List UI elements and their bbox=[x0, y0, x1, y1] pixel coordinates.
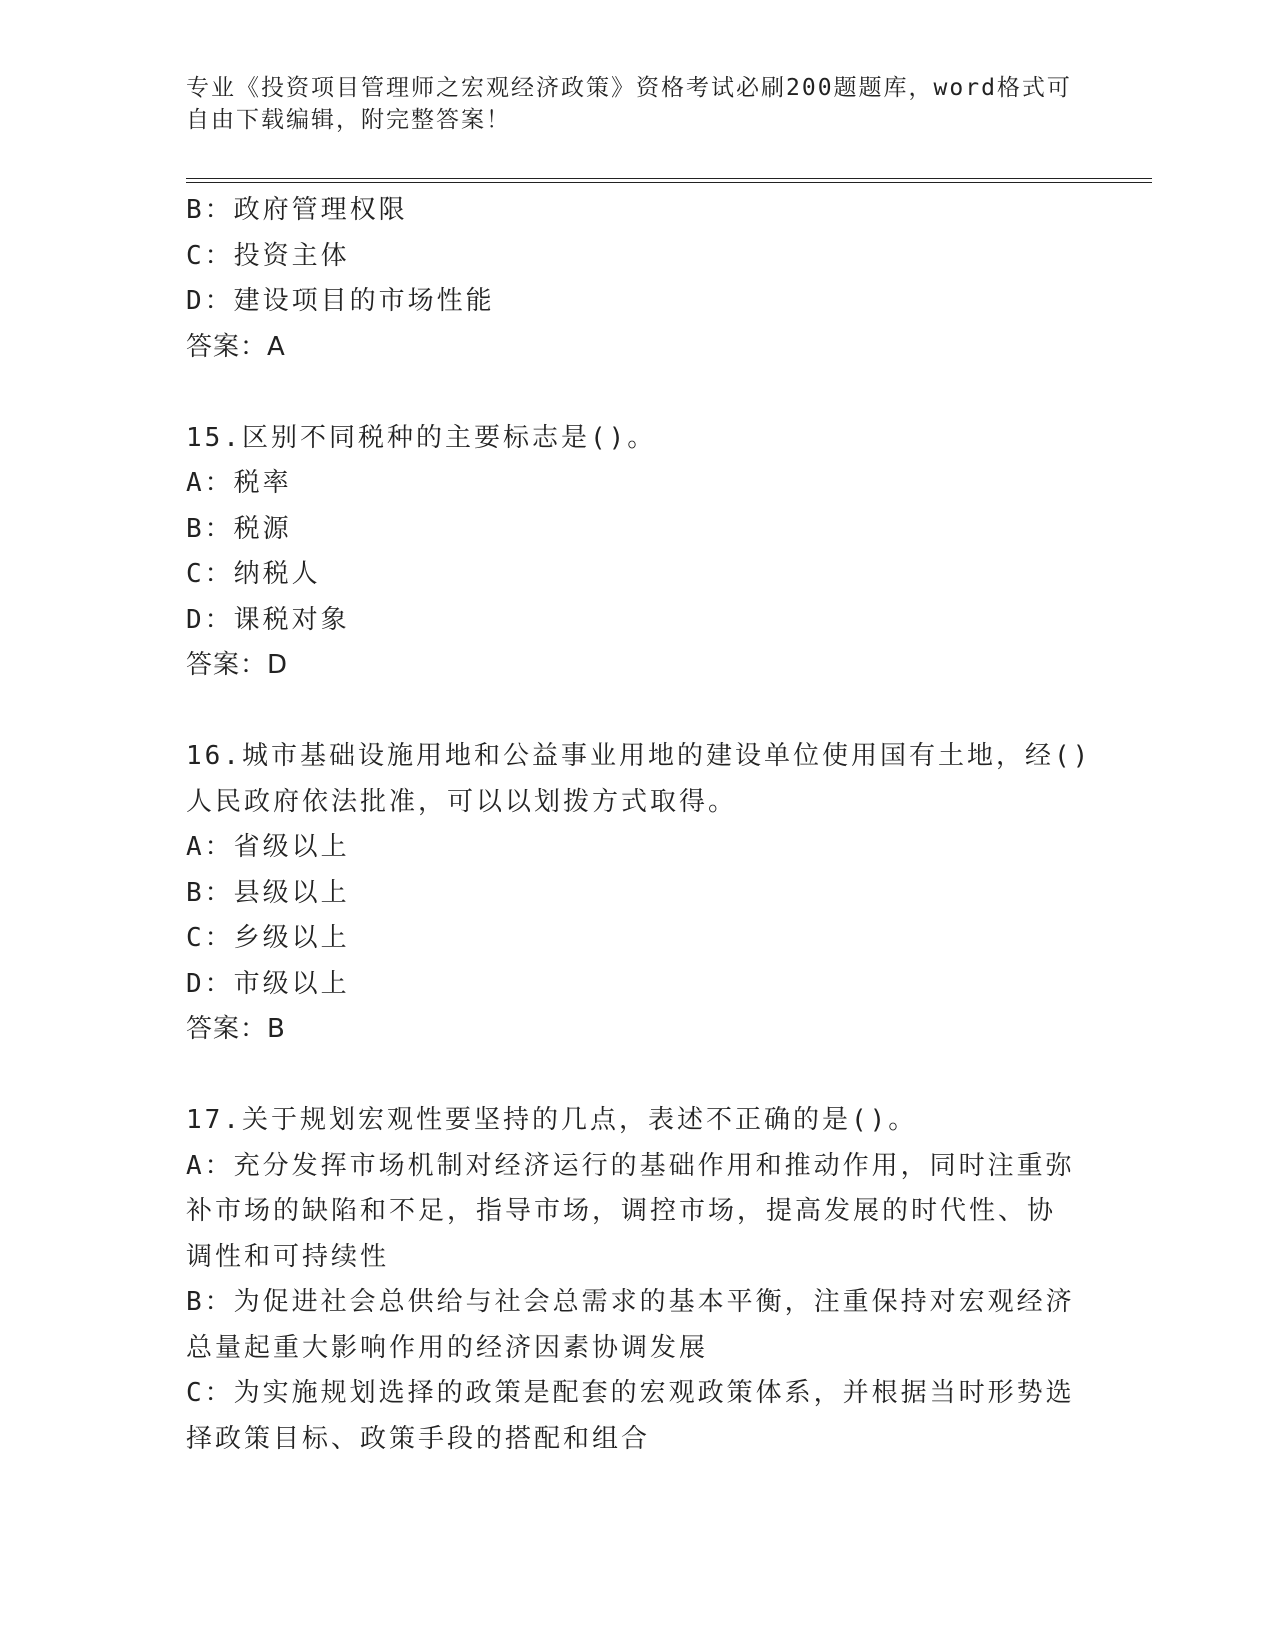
q16-stem-line-2: 人民政府依法批准，可以以划拨方式取得。 bbox=[186, 786, 738, 817]
header-line-2: 自由下载编辑，附完整答案！ bbox=[186, 107, 511, 133]
question-14-tail bbox=[186, 188, 1066, 370]
q17-option-c-line-1: C：为实施规划选择的政策是配套的宏观政策体系，并根据当时形势选 bbox=[186, 1378, 1075, 1408]
q14-option-d: D：建设项目的市场性能 bbox=[186, 286, 495, 316]
document-header bbox=[186, 72, 1072, 136]
q17-stem: 17.关于规划宏观性要坚持的几点，表述不正确的是()。 bbox=[186, 1105, 918, 1135]
spacer bbox=[186, 689, 1066, 735]
q15-option-d: D：课税对象 bbox=[186, 604, 350, 635]
q15-answer: 答案：D bbox=[186, 650, 289, 680]
q16-answer: 答案：B bbox=[186, 1014, 286, 1044]
q17-option-a-line-1: A：充分发挥市场机制对经济运行的基础作用和推动作用，同时注重弥 bbox=[186, 1150, 1075, 1181]
q15-option-c: C：纳税人 bbox=[186, 559, 321, 589]
q16-option-b: B：县级以上 bbox=[186, 877, 350, 908]
q16-option-c: C：乡级以上 bbox=[186, 923, 350, 953]
q17-option-a-line-3: 调性和可持续性 bbox=[186, 1241, 390, 1272]
q16-option-a: A：省级以上 bbox=[186, 832, 350, 862]
q15-stem: 15.区别不同税种的主要标志是()。 bbox=[186, 422, 657, 453]
q17-option-a-line-2: 补市场的缺陷和不足，指导市场，调控市场，提高发展的时代性、协 bbox=[186, 1196, 1057, 1226]
q17-option-b-line-2: 总量起重大影响作用的经济因素协调发展 bbox=[186, 1332, 709, 1363]
q15-option-a: A：税率 bbox=[186, 468, 292, 498]
question-16 bbox=[186, 734, 1092, 1053]
header-line-1: 专业《投资项目管理师之宏观经济政策》资格考试必刷200题题库，word格式可 bbox=[186, 75, 1072, 101]
spacer bbox=[186, 1053, 1066, 1099]
question-15 bbox=[186, 416, 1066, 689]
q16-option-d: D：市级以上 bbox=[186, 968, 350, 999]
q14-option-c: C：投资主体 bbox=[186, 240, 350, 271]
q17-option-c-line-2: 择政策目标、政策手段的搭配和组合 bbox=[186, 1423, 651, 1454]
q14-answer: 答案：A bbox=[186, 331, 286, 362]
q14-option-b: B：政府管理权限 bbox=[186, 195, 408, 225]
question-17 bbox=[186, 1098, 1075, 1462]
document-body bbox=[186, 188, 1092, 1462]
spacer bbox=[186, 370, 1066, 416]
q17-option-b-line-1: B：为促进社会总供给与社会总需求的基本平衡，注重保持对宏观经济 bbox=[186, 1287, 1075, 1317]
header-divider bbox=[186, 178, 1152, 183]
q15-option-b: B：税源 bbox=[186, 513, 292, 544]
q16-stem-line-1: 16.城市基础设施用地和公益事业用地的建设单位使用国有土地，经() bbox=[186, 741, 1092, 771]
